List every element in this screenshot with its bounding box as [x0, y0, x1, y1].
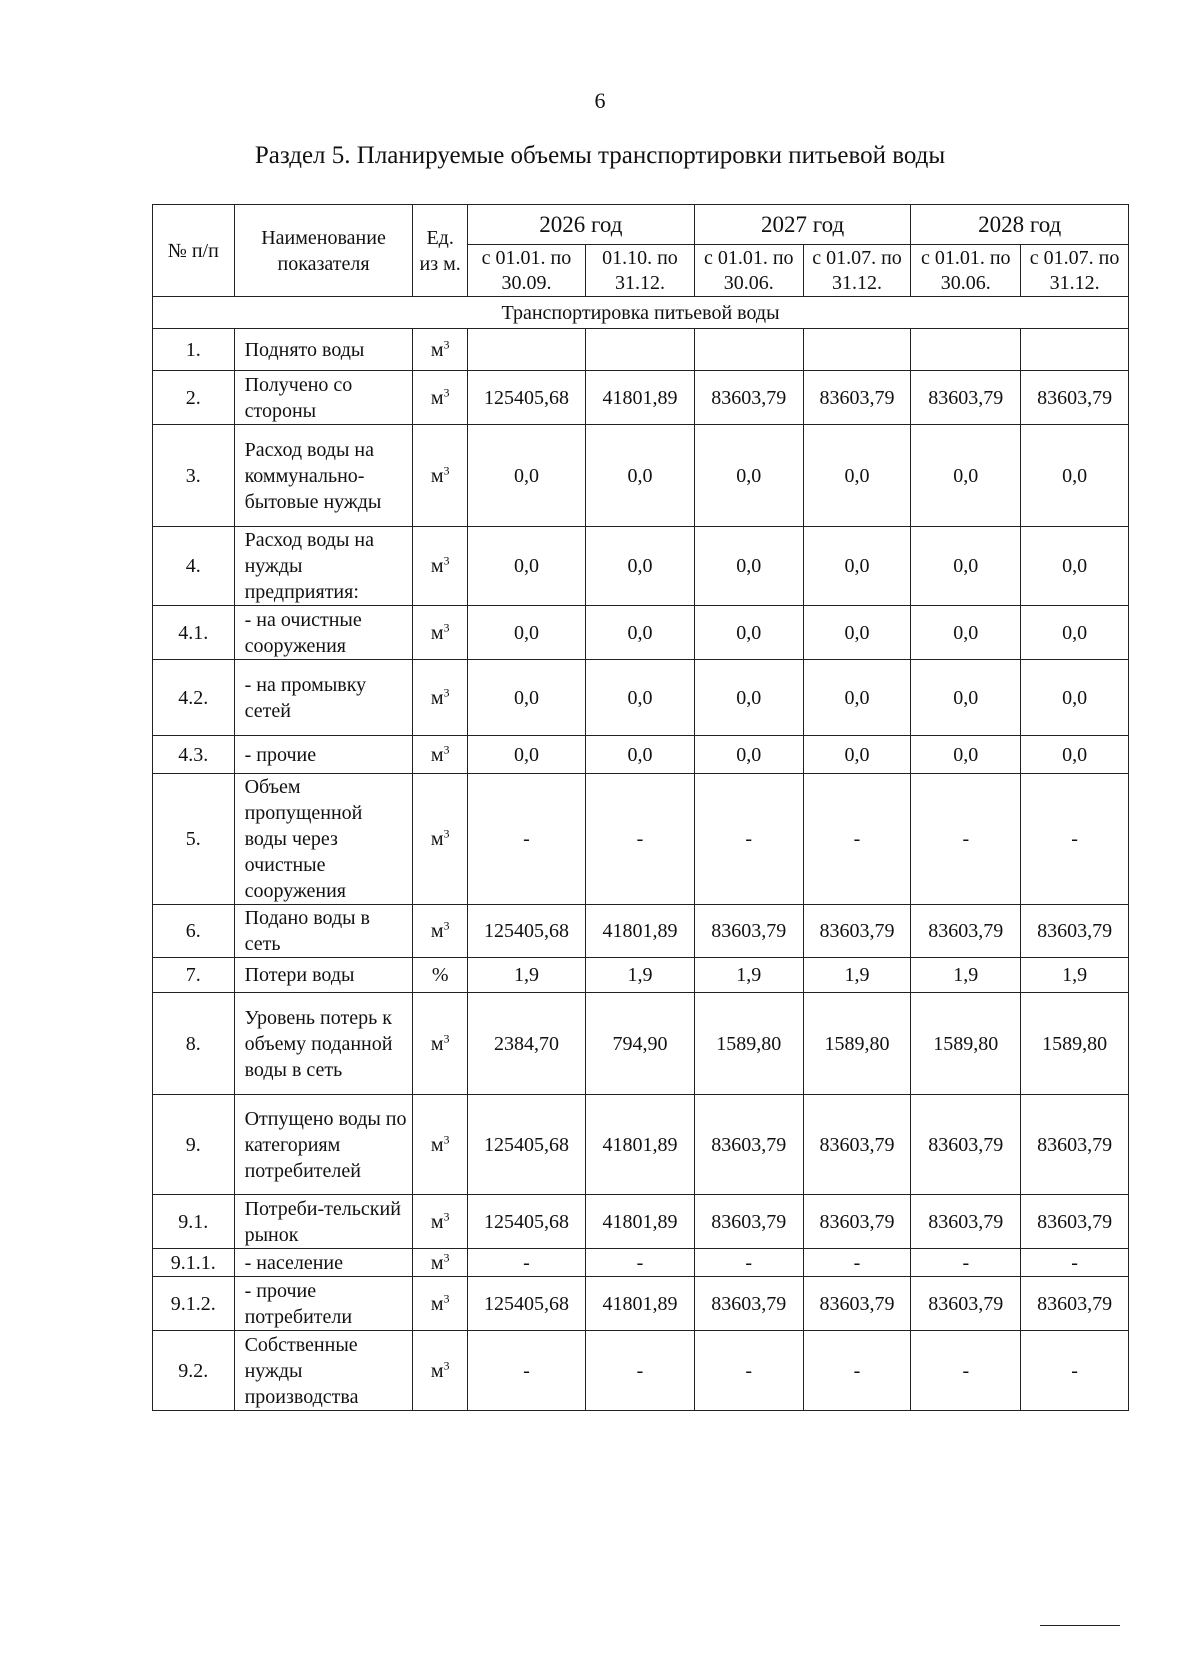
row-number: 2. [153, 371, 235, 425]
header-year: 2027 год [694, 205, 911, 245]
value-cell: 0,0 [586, 660, 695, 736]
value-cell: 0,0 [1021, 527, 1129, 606]
row-number: 9.2. [153, 1331, 235, 1411]
value-cell: 0,0 [467, 736, 585, 774]
unit-cell [413, 1277, 467, 1331]
value-cell: 1,9 [467, 958, 585, 993]
row-number: 4.2. [153, 660, 235, 736]
unit-cell [413, 660, 467, 736]
value-cell: 0,0 [694, 660, 803, 736]
value-cell: 41801,89 [586, 905, 695, 958]
row-number: 1. [153, 329, 235, 371]
value-cell: 125405,68 [467, 1277, 585, 1331]
unit-superscript: 3 [443, 918, 450, 933]
value-cell: - [803, 1249, 911, 1277]
value-cell: 0,0 [1021, 660, 1129, 736]
unit-base: % [431, 964, 449, 986]
value-cell: 0,0 [803, 425, 911, 527]
unit-superscript: 3 [443, 826, 450, 841]
value-cell: 83603,79 [694, 1195, 803, 1249]
indicator-name: Подано воды в сеть [234, 905, 413, 958]
indicator-name: Поднято воды [234, 329, 413, 371]
row-number: 4.1. [153, 606, 235, 660]
unit-base: м [430, 686, 444, 709]
value-cell: 0,0 [694, 736, 803, 774]
unit-base: м [430, 555, 444, 577]
unit-base: м [430, 464, 444, 487]
value-cell: 1,9 [694, 958, 803, 993]
value-cell: 83603,79 [803, 371, 911, 425]
value-cell: 0,0 [911, 736, 1021, 774]
value-cell [911, 329, 1021, 371]
value-cell [803, 329, 911, 371]
value-cell: - [586, 1249, 695, 1277]
table-row [153, 958, 1129, 993]
unit-base: м [430, 621, 444, 644]
unit-cell [413, 371, 467, 425]
value-cell: 0,0 [1021, 425, 1129, 527]
header-num: № п/п [153, 205, 235, 297]
value-cell: 41801,89 [586, 1095, 695, 1195]
value-cell: 1589,80 [803, 993, 911, 1095]
unit-cell [413, 606, 467, 660]
unit-superscript: 3 [443, 1030, 450, 1045]
table-row [153, 1249, 1129, 1277]
indicator-name: Потреби-тельский рынок [234, 1195, 413, 1249]
value-cell: - [911, 774, 1021, 905]
unit-superscript: 3 [443, 1249, 450, 1264]
value-cell: 0,0 [467, 660, 585, 736]
table-row [153, 736, 1129, 774]
value-cell: 794,90 [586, 993, 695, 1095]
value-cell: 83603,79 [1021, 1195, 1129, 1249]
table-row [153, 1095, 1129, 1195]
value-cell [467, 329, 585, 371]
table-row [153, 774, 1129, 905]
unit-cell [413, 993, 467, 1095]
header-period: 01.10. по 31.12. [586, 245, 695, 297]
unit-cell [413, 1195, 467, 1249]
value-cell: 125405,68 [467, 371, 585, 425]
value-cell [586, 329, 695, 371]
unit-base: м [430, 386, 444, 409]
value-cell: 0,0 [1021, 736, 1129, 774]
table-row [153, 371, 1129, 425]
value-cell: 1,9 [911, 958, 1021, 993]
value-cell: 83603,79 [803, 905, 911, 958]
value-cell: 1,9 [803, 958, 911, 993]
value-cell: 0,0 [467, 425, 585, 527]
table-body [153, 297, 1129, 1411]
value-cell: 0,0 [911, 606, 1021, 660]
indicator-name: - на промывку сетей [234, 660, 413, 736]
value-cell: 83603,79 [1021, 371, 1129, 425]
value-cell: 0,0 [803, 660, 911, 736]
value-cell: 1,9 [1021, 958, 1129, 993]
footer-rule [1040, 1625, 1120, 1626]
row-number: 4. [153, 527, 235, 606]
indicator-name: - прочие [234, 736, 413, 774]
header-name: Наименование показателя [234, 205, 413, 297]
unit-base: м [430, 1251, 444, 1274]
indicator-name: Отпущено воды по категориям потребителей [234, 1095, 413, 1195]
value-cell: 41801,89 [586, 1277, 695, 1331]
table-row [153, 993, 1129, 1095]
header-year: 2028 год [911, 205, 1129, 245]
value-cell [694, 329, 803, 371]
unit-base: м [430, 920, 444, 942]
unit-base: м [430, 828, 444, 850]
indicator-name: Получено со стороны [234, 371, 413, 425]
indicator-name: Расход воды на коммунально-бытовые нужды [234, 425, 413, 527]
value-cell: 0,0 [1021, 606, 1129, 660]
value-cell: 0,0 [911, 660, 1021, 736]
value-cell: - [694, 774, 803, 905]
unit-cell [413, 736, 467, 774]
value-cell: - [467, 1249, 585, 1277]
unit-superscript: 3 [443, 553, 450, 568]
table-row [153, 1331, 1129, 1411]
value-cell: 125405,68 [467, 1095, 585, 1195]
table-row [153, 1195, 1129, 1249]
value-cell: 0,0 [586, 527, 695, 606]
value-cell: 0,0 [803, 606, 911, 660]
row-number: 9.1.2. [153, 1277, 235, 1331]
value-cell: 0,0 [803, 736, 911, 774]
value-cell: - [1021, 1249, 1129, 1277]
unit-cell [413, 329, 467, 371]
value-cell: 125405,68 [467, 905, 585, 958]
row-number: 5. [153, 774, 235, 905]
value-cell: 83603,79 [803, 1277, 911, 1331]
value-cell: 83603,79 [911, 1095, 1021, 1195]
value-cell: 83603,79 [1021, 905, 1129, 958]
value-cell: 83603,79 [1021, 1277, 1129, 1331]
value-cell: 1,9 [586, 958, 695, 993]
value-cell: 0,0 [586, 736, 695, 774]
unit-base: м [430, 743, 444, 766]
value-cell: 41801,89 [586, 1195, 695, 1249]
value-cell: 0,0 [694, 425, 803, 527]
value-cell: - [803, 1331, 911, 1411]
indicator-name: Объем пропущенной воды через очистные сооружения [234, 774, 413, 905]
unit-superscript: 3 [443, 619, 450, 634]
value-cell: 125405,68 [467, 1195, 585, 1249]
value-cell: - [1021, 1331, 1129, 1411]
table-row [153, 606, 1129, 660]
unit-superscript: 3 [443, 1357, 450, 1372]
value-cell: - [911, 1249, 1021, 1277]
row-number: 7. [153, 958, 235, 993]
unit-superscript: 3 [443, 741, 450, 756]
unit-cell [413, 425, 467, 527]
value-cell: - [803, 774, 911, 905]
table-row [153, 1277, 1129, 1331]
unit-cell [413, 527, 467, 606]
value-cell: 0,0 [694, 606, 803, 660]
value-cell: 83603,79 [911, 1277, 1021, 1331]
indicator-name: Собственные нужды производства [234, 1331, 413, 1411]
header-period: с 01.01. по 30.09. [467, 245, 585, 297]
unit-superscript: 3 [443, 1290, 450, 1305]
unit-superscript: 3 [443, 1131, 450, 1146]
value-cell: 83603,79 [1021, 1095, 1129, 1195]
value-cell: - [467, 774, 585, 905]
value-cell: 0,0 [911, 527, 1021, 606]
value-cell: 41801,89 [586, 371, 695, 425]
header-period: с 01.01. по 30.06. [911, 245, 1021, 297]
indicator-name: Расход воды на нужды предприятия: [234, 527, 413, 606]
row-number: 9.1.1. [153, 1249, 235, 1277]
value-cell: 83603,79 [911, 371, 1021, 425]
table-row [153, 425, 1129, 527]
unit-cell [413, 1249, 467, 1277]
value-cell: 83603,79 [803, 1195, 911, 1249]
unit-base: м [430, 338, 444, 361]
unit-superscript: 3 [443, 462, 450, 477]
header-period: с 01.01. по 30.06. [694, 245, 803, 297]
table-row [153, 905, 1129, 958]
unit-base: м [430, 1210, 444, 1233]
unit-cell [413, 774, 467, 905]
page-number: 6 [594, 88, 606, 113]
unit-superscript: 3 [443, 1208, 450, 1223]
value-cell: 1589,80 [911, 993, 1021, 1095]
table-row [153, 660, 1129, 736]
value-cell: - [911, 1331, 1021, 1411]
unit-cell [413, 905, 467, 958]
unit-superscript: 3 [443, 684, 450, 699]
header-unit: Ед. из м. [413, 205, 467, 297]
unit-superscript: 3 [443, 384, 450, 399]
header-year: 2026 год [467, 205, 694, 245]
value-cell: 83603,79 [694, 905, 803, 958]
unit-base: м [430, 1133, 444, 1156]
value-cell: 0,0 [694, 527, 803, 606]
value-cell: 83603,79 [911, 1195, 1021, 1249]
row-number: 9. [153, 1095, 235, 1195]
value-cell: 0,0 [586, 425, 695, 527]
indicator-name: - на очистные сооружения [234, 606, 413, 660]
unit-base: м [430, 1032, 444, 1055]
value-cell: - [694, 1331, 803, 1411]
unit-cell [413, 1331, 467, 1411]
section-title: Раздел 5. Планируемые объемы транспортировки питьевой воды [254, 142, 946, 169]
value-cell [1021, 329, 1129, 371]
row-number: 6. [153, 905, 235, 958]
value-cell: 0,0 [586, 606, 695, 660]
header-period: с 01.07. по 31.12. [803, 245, 911, 297]
row-number: 9.1. [153, 1195, 235, 1249]
transport-volumes-table [152, 204, 1129, 1411]
unit-base: м [430, 1292, 444, 1315]
value-cell: - [586, 774, 695, 905]
value-cell: 83603,79 [694, 1095, 803, 1195]
indicator-name: Уровень потерь к объему поданной воды в сеть [234, 993, 413, 1095]
row-number: 3. [153, 425, 235, 527]
value-cell: 2384,70 [467, 993, 585, 1095]
unit-cell [413, 1095, 467, 1195]
table-row [153, 329, 1129, 371]
value-cell: - [467, 1331, 585, 1411]
indicator-name: - население [234, 1249, 413, 1277]
value-cell: 0,0 [803, 527, 911, 606]
header-period: с 01.07. по 31.12. [1021, 245, 1129, 297]
table-row [153, 527, 1129, 606]
value-cell: 1589,80 [694, 993, 803, 1095]
row-number: 4.3. [153, 736, 235, 774]
value-cell: 83603,79 [803, 1095, 911, 1195]
unit-superscript: 3 [443, 336, 450, 351]
value-cell: - [586, 1331, 695, 1411]
unit-cell [413, 958, 467, 993]
section-label: Транспортировка питьевой воды [153, 297, 1129, 329]
value-cell: 1589,80 [1021, 993, 1129, 1095]
row-number: 8. [153, 993, 235, 1095]
indicator-name: - прочие потребители [234, 1277, 413, 1331]
value-cell: 83603,79 [911, 905, 1021, 958]
indicator-name: Потери воды [234, 958, 413, 993]
value-cell: 83603,79 [694, 1277, 803, 1331]
value-cell: 0,0 [911, 425, 1021, 527]
value-cell: - [1021, 774, 1129, 905]
value-cell: - [694, 1249, 803, 1277]
value-cell: 0,0 [467, 527, 585, 606]
value-cell: 83603,79 [694, 371, 803, 425]
unit-base: м [430, 1359, 444, 1382]
value-cell: 0,0 [467, 606, 585, 660]
